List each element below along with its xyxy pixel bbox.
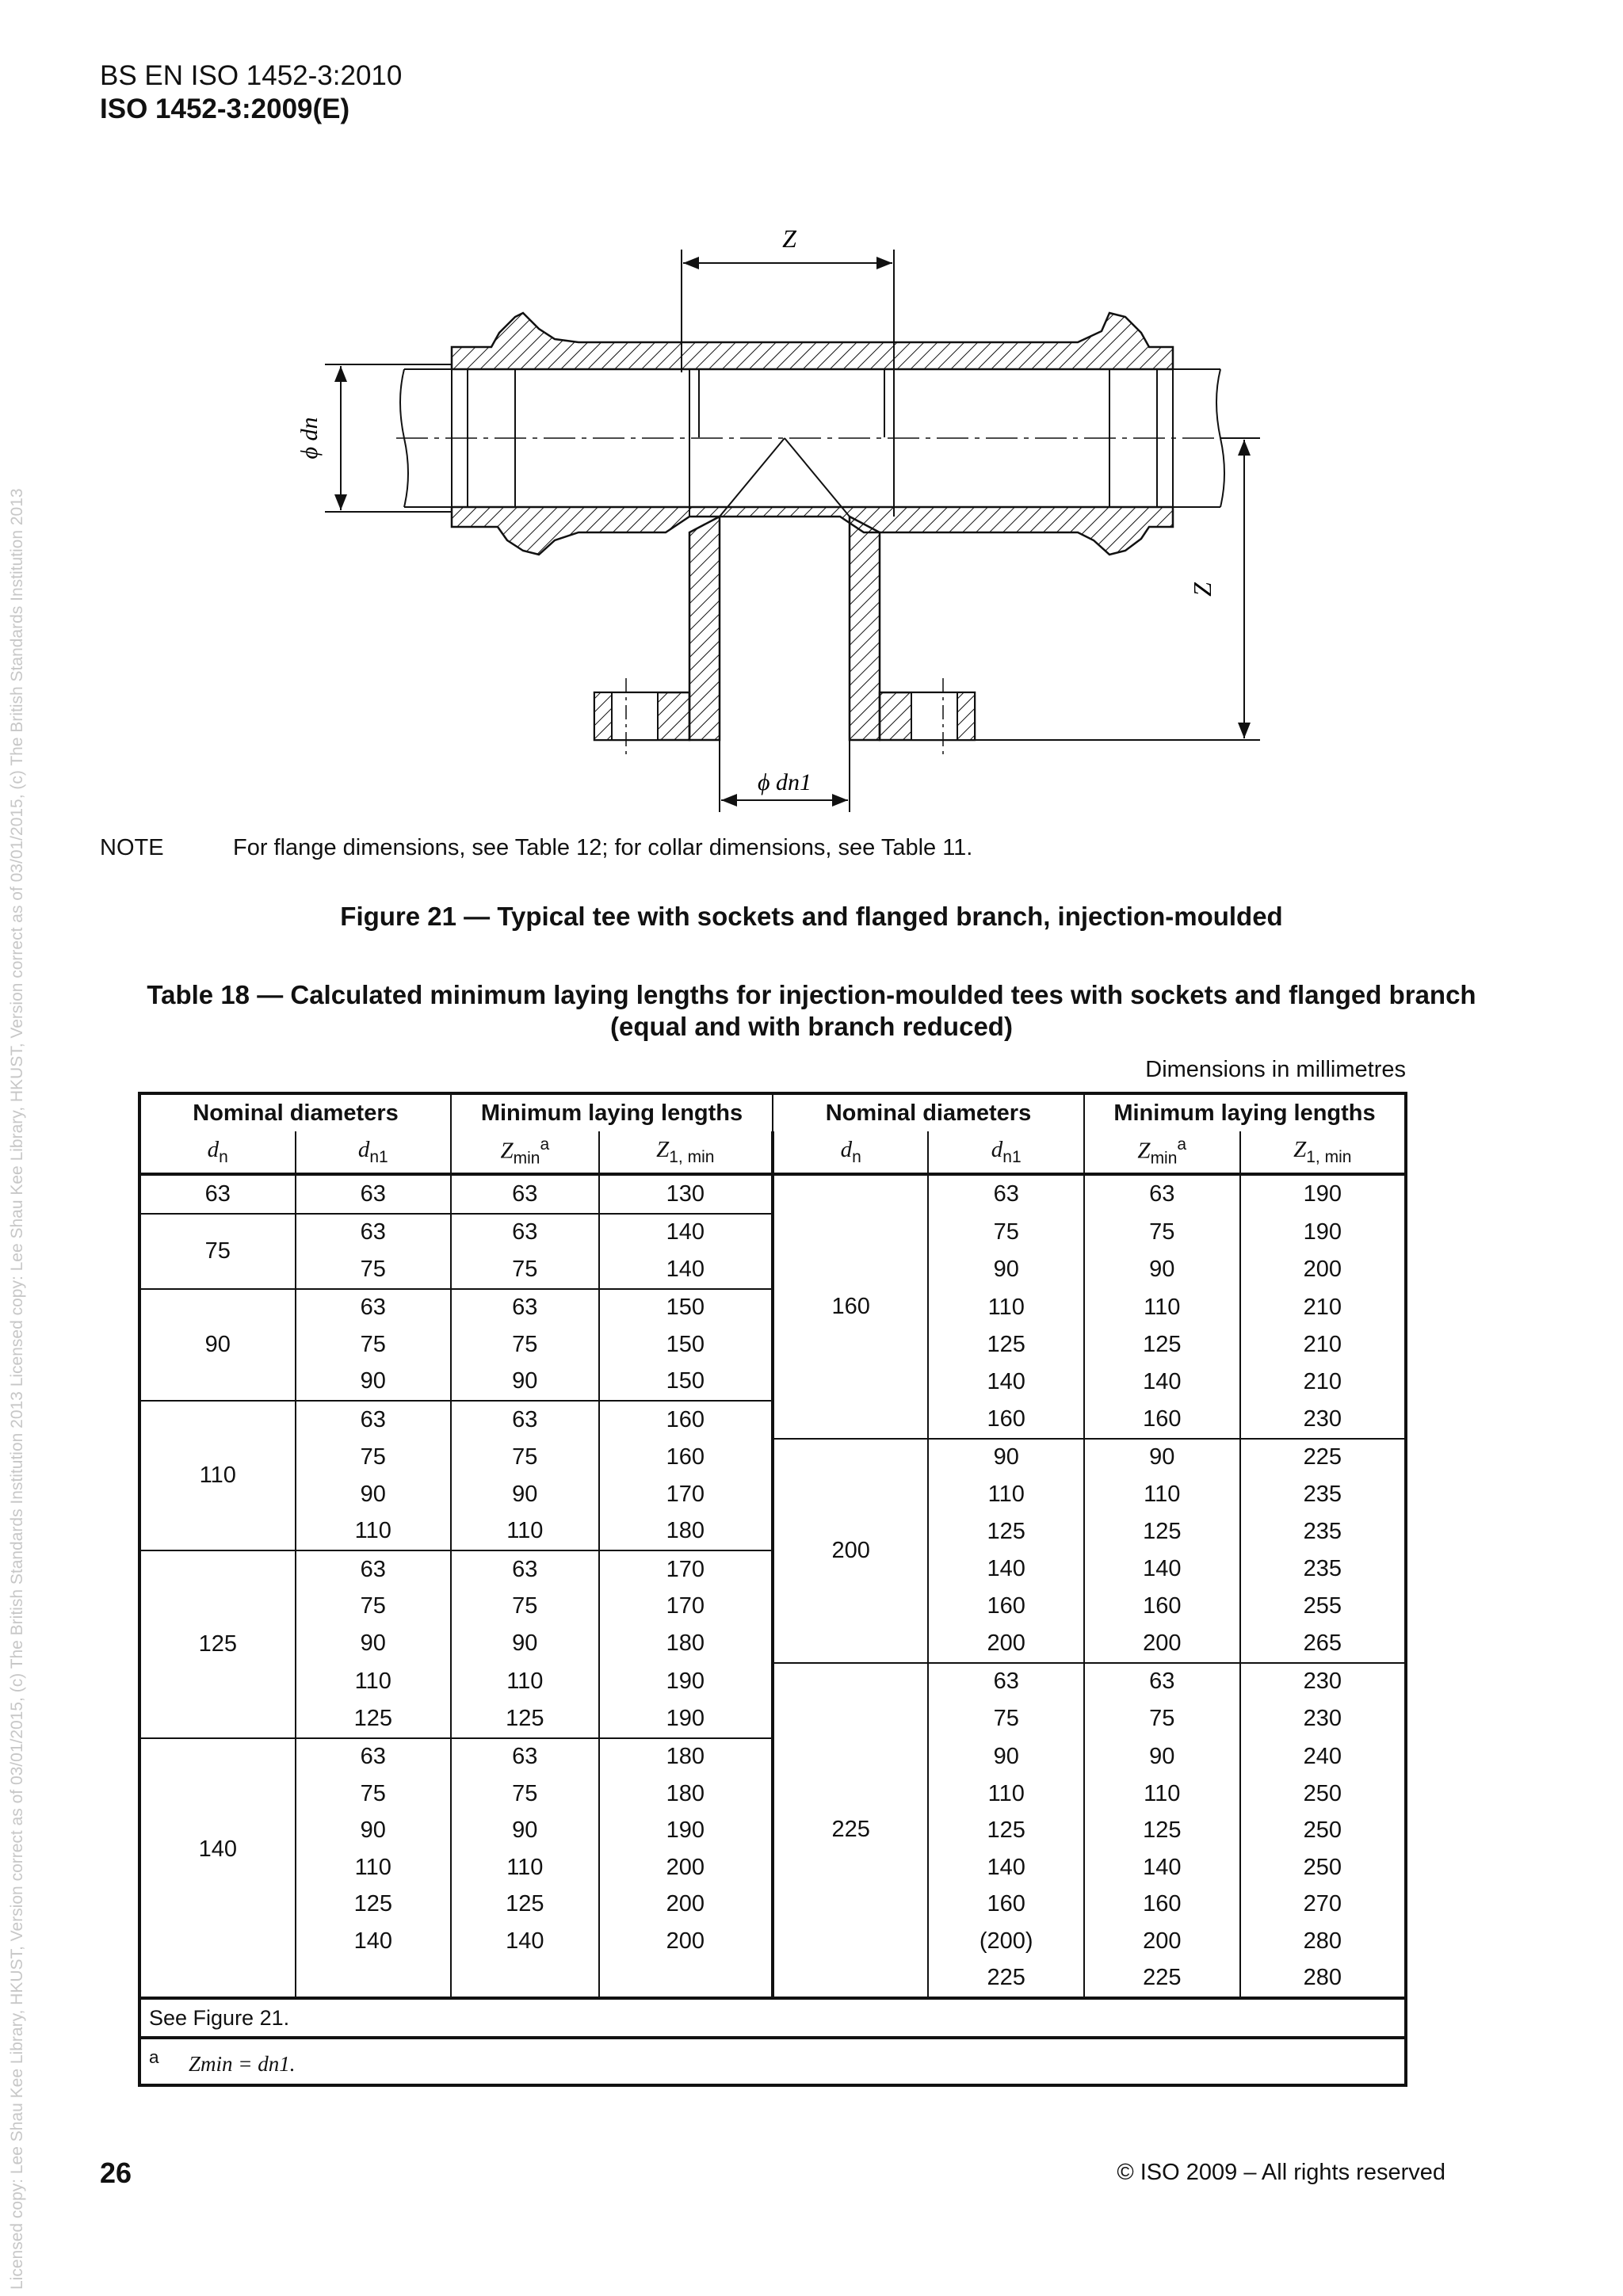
dn-label: ϕ dn: [296, 417, 323, 460]
zmin-cell: 140: [451, 1923, 599, 1960]
zmin-cell: 90: [451, 1363, 599, 1402]
empty-cell: [296, 1960, 452, 1999]
zmin-cell: 200: [1084, 1923, 1240, 1960]
z1min-cell: 280: [1240, 1923, 1406, 1960]
zmin-cell: 110: [1084, 1289, 1240, 1327]
zmin-cell: 125: [1084, 1513, 1240, 1551]
empty-cell: [451, 1960, 599, 1999]
dn-cell: 63: [139, 1174, 296, 1214]
col-z1min: $Z_{1, min}$: [1240, 1131, 1406, 1174]
footnote-a: [139, 2038, 1406, 2085]
dn1-cell: 140: [928, 1849, 1084, 1886]
table-row: [139, 1174, 1406, 1214]
dn1-cell: 140: [296, 1923, 452, 1960]
zmin-cell: 110: [451, 1663, 599, 1701]
dn1-cell: 125: [296, 1886, 452, 1924]
zmin-cell: 110: [451, 1849, 599, 1886]
dn1-cell: 125: [928, 1326, 1084, 1363]
zmin-cell: 63: [451, 1174, 599, 1214]
z1min-cell: 190: [1240, 1214, 1406, 1252]
zmin-cell: 90: [451, 1813, 599, 1850]
dn1-cell: 75: [928, 1700, 1084, 1738]
dn-cell: 200: [773, 1439, 928, 1663]
zmin-cell: 75: [451, 1439, 599, 1477]
col-zmin: $Z_{min}^a$: [1084, 1131, 1240, 1174]
z-top-label: Z: [782, 224, 796, 253]
dn1-cell: 63: [928, 1174, 1084, 1214]
z1min-cell: 140: [599, 1251, 773, 1289]
zmin-cell: 140: [1084, 1849, 1240, 1886]
zmin-cell: 110: [451, 1513, 599, 1551]
z1min-cell: 170: [599, 1589, 773, 1626]
z1min-cell: 170: [599, 1550, 773, 1589]
dn1-cell: 110: [928, 1775, 1084, 1813]
dn1-cell: 125: [928, 1813, 1084, 1850]
dn1-cell: 63: [296, 1401, 452, 1439]
table-body: [139, 1174, 1406, 1998]
zmin-cell: 160: [1084, 1401, 1240, 1439]
z1min-cell: 280: [1240, 1960, 1406, 1999]
dn1-cell: 75: [928, 1214, 1084, 1252]
zmin-cell: 125: [451, 1886, 599, 1924]
z1min-cell: 200: [599, 1849, 773, 1886]
dn1-cell: 63: [296, 1214, 452, 1252]
zmin-cell: 90: [451, 1625, 599, 1663]
note-text: For flange dimensions, see Table 12; for collar dimensions, see Table 11.: [233, 835, 973, 860]
table-row: [139, 1439, 1406, 1477]
dn-cell: 225: [773, 1663, 928, 1999]
dn1-cell: 75: [296, 1251, 452, 1289]
dn1-cell: 90: [296, 1625, 452, 1663]
z1min-cell: 140: [599, 1214, 773, 1252]
z1min-cell: 230: [1240, 1401, 1406, 1439]
dn1-cell: 200: [928, 1625, 1084, 1663]
dn1-cell: 160: [928, 1886, 1084, 1924]
zmin-cell: 110: [1084, 1775, 1240, 1813]
z1min-cell: 235: [1240, 1476, 1406, 1513]
z1min-cell: 190: [599, 1700, 773, 1738]
footnote-see-figure: See Figure 21.: [139, 1998, 1406, 2038]
note-label: NOTE: [100, 835, 164, 860]
zmin-cell: 75: [451, 1589, 599, 1626]
col-z1min: $Z_{1, min}$: [599, 1131, 773, 1174]
z1min-cell: 130: [599, 1174, 773, 1214]
dn1-cell: 110: [296, 1849, 452, 1886]
dn1-cell: 110: [928, 1289, 1084, 1327]
tee-drawing: [285, 214, 1363, 824]
dn1-cell: (200): [928, 1923, 1084, 1960]
col-dn: $d_n$: [139, 1131, 296, 1174]
dn-cell: 110: [139, 1401, 296, 1550]
zmin-cell: 63: [451, 1214, 599, 1252]
z1min-cell: 210: [1240, 1289, 1406, 1327]
dn1-cell: 90: [928, 1251, 1084, 1289]
col-dn1: $d_{n1}$: [928, 1131, 1084, 1174]
dn1-cell: 225: [928, 1960, 1084, 1999]
zmin-cell: 140: [1084, 1550, 1240, 1589]
zmin-cell: 75: [451, 1775, 599, 1813]
dn1-cell: 63: [296, 1738, 452, 1776]
zmin-cell: 90: [1084, 1439, 1240, 1477]
z1min-cell: 230: [1240, 1663, 1406, 1701]
zmin-cell: 75: [451, 1326, 599, 1363]
dn1-cell: 63: [296, 1289, 452, 1327]
zmin-cell: 90: [1084, 1251, 1240, 1289]
zmin-cell: 75: [1084, 1214, 1240, 1252]
z1min-cell: 160: [599, 1401, 773, 1439]
zmin-cell: 160: [1084, 1589, 1240, 1626]
z1min-cell: 200: [599, 1886, 773, 1924]
z1min-cell: 270: [1240, 1886, 1406, 1924]
z1min-cell: 150: [599, 1289, 773, 1327]
zmin-cell: 140: [1084, 1363, 1240, 1402]
dn-cell: 90: [139, 1289, 296, 1402]
figure-caption: Figure 21 — Typical tee with sockets and flanged branch, injection-moulded: [340, 902, 1283, 931]
copyright: © ISO 2009 – All rights reserved: [1117, 2160, 1445, 2185]
col-dn: $d_n$: [773, 1131, 928, 1174]
laying-lengths-table: [138, 1092, 1407, 2087]
z1min-cell: 180: [599, 1513, 773, 1551]
dn1-cell: 160: [928, 1401, 1084, 1439]
dn-cell: 160: [773, 1174, 928, 1439]
dn1-cell: 90: [928, 1439, 1084, 1477]
standard-number: BS EN ISO 1452-3:2010: [100, 60, 403, 91]
watermark-text: Licensed copy: Lee Shau Kee Library, HKUST, Version correct as of 03/01/2015, (c) The British Standards Institution 2013 Licensed copy: Lee Shau Kee Library, HKUST, Version correct as of 03/01/2015, (c) The British Standards Institution 2013: [8, 488, 26, 2290]
z1min-cell: 210: [1240, 1326, 1406, 1363]
z1min-cell: 160: [599, 1439, 773, 1477]
dn1-cell: 63: [296, 1550, 452, 1589]
zmin-cell: 200: [1084, 1625, 1240, 1663]
table-caption: Table 18 — Calculated minimum laying lengths for injection-moulded tees with sockets and flanged branch (equal and with branch reduced): [147, 980, 1476, 1041]
header-nominal-right: Nominal diameters: [773, 1093, 1084, 1131]
header-laying-right: Minimum laying lengths: [1084, 1093, 1406, 1131]
zmin-cell: 125: [451, 1700, 599, 1738]
z1min-cell: 200: [1240, 1251, 1406, 1289]
header-nominal-left: Nominal diameters: [139, 1093, 451, 1131]
z1min-cell: 150: [599, 1363, 773, 1402]
empty-cell: [599, 1960, 773, 1999]
z1min-cell: 150: [599, 1326, 773, 1363]
z1min-cell: 170: [599, 1476, 773, 1513]
footnote-a-text: Zmin = dn1.: [189, 2051, 296, 2076]
dn1-cell: 125: [296, 1700, 452, 1738]
dn1-cell: 110: [296, 1513, 452, 1551]
dn1-label: ϕ dn1: [757, 769, 812, 795]
z1min-cell: 225: [1240, 1439, 1406, 1477]
dn1-cell: 90: [296, 1476, 452, 1513]
col-dn1: $d_{n1}$: [296, 1131, 452, 1174]
zmin-cell: 75: [451, 1251, 599, 1289]
z1min-cell: 180: [599, 1775, 773, 1813]
zmin-cell: 90: [1084, 1738, 1240, 1776]
dn1-cell: 75: [296, 1326, 452, 1363]
z1min-cell: 265: [1240, 1625, 1406, 1663]
dn1-cell: 90: [928, 1738, 1084, 1776]
dn1-cell: 63: [296, 1174, 452, 1214]
zmin-cell: 160: [1084, 1886, 1240, 1924]
dn1-cell: 90: [296, 1813, 452, 1850]
zmin-cell: 63: [451, 1550, 599, 1589]
zmin-cell: 75: [1084, 1700, 1240, 1738]
z1min-cell: 250: [1240, 1813, 1406, 1850]
dn1-cell: 63: [928, 1663, 1084, 1701]
col-zmin: $Z_{min}^a$: [451, 1131, 599, 1174]
dn1-cell: 90: [296, 1363, 452, 1402]
dimensions-note: Dimensions in millimetres: [1145, 1057, 1406, 1082]
dn1-cell: 160: [928, 1589, 1084, 1626]
z1min-cell: 190: [1240, 1174, 1406, 1214]
dn1-cell: 75: [296, 1439, 452, 1477]
dn1-cell: 110: [296, 1663, 452, 1701]
z1min-cell: 210: [1240, 1363, 1406, 1402]
page-number: 26: [100, 2157, 132, 2189]
z1min-cell: 230: [1240, 1700, 1406, 1738]
z1min-cell: 235: [1240, 1550, 1406, 1589]
zmin-cell: 63: [451, 1289, 599, 1327]
dn1-cell: 75: [296, 1589, 452, 1626]
header-laying-left: Minimum laying lengths: [451, 1093, 773, 1131]
dn1-cell: 110: [928, 1476, 1084, 1513]
dn-cell: 140: [139, 1738, 296, 1960]
figure-note: [100, 835, 972, 861]
z1min-cell: 235: [1240, 1513, 1406, 1551]
table-row: [139, 1663, 1406, 1701]
dn-cell: 125: [139, 1550, 296, 1738]
z1min-cell: 190: [599, 1813, 773, 1850]
z-right-label: Z: [1188, 582, 1216, 597]
zmin-cell: 63: [451, 1738, 599, 1776]
dn1-cell: 125: [928, 1513, 1084, 1551]
zmin-cell: 63: [1084, 1174, 1240, 1214]
zmin-cell: 225: [1084, 1960, 1240, 1999]
zmin-cell: 125: [1084, 1326, 1240, 1363]
zmin-cell: 63: [1084, 1663, 1240, 1701]
z1min-cell: 250: [1240, 1849, 1406, 1886]
zmin-cell: 63: [451, 1401, 599, 1439]
dn-cell: 75: [139, 1214, 296, 1289]
z1min-cell: 190: [599, 1663, 773, 1701]
zmin-cell: 90: [451, 1476, 599, 1513]
footnote-a-marker: a: [149, 2046, 159, 2067]
z1min-cell: 250: [1240, 1775, 1406, 1813]
z1min-cell: 255: [1240, 1589, 1406, 1626]
z1min-cell: 240: [1240, 1738, 1406, 1776]
zmin-cell: 125: [1084, 1813, 1240, 1850]
z1min-cell: 180: [599, 1738, 773, 1776]
empty-cell: [139, 1960, 296, 1999]
iso-number: ISO 1452-3:2009(E): [100, 93, 350, 124]
dn1-cell: 75: [296, 1775, 452, 1813]
dn1-cell: 140: [928, 1550, 1084, 1589]
z1min-cell: 200: [599, 1923, 773, 1960]
z1min-cell: 180: [599, 1625, 773, 1663]
zmin-cell: 110: [1084, 1476, 1240, 1513]
dn1-cell: 140: [928, 1363, 1084, 1402]
